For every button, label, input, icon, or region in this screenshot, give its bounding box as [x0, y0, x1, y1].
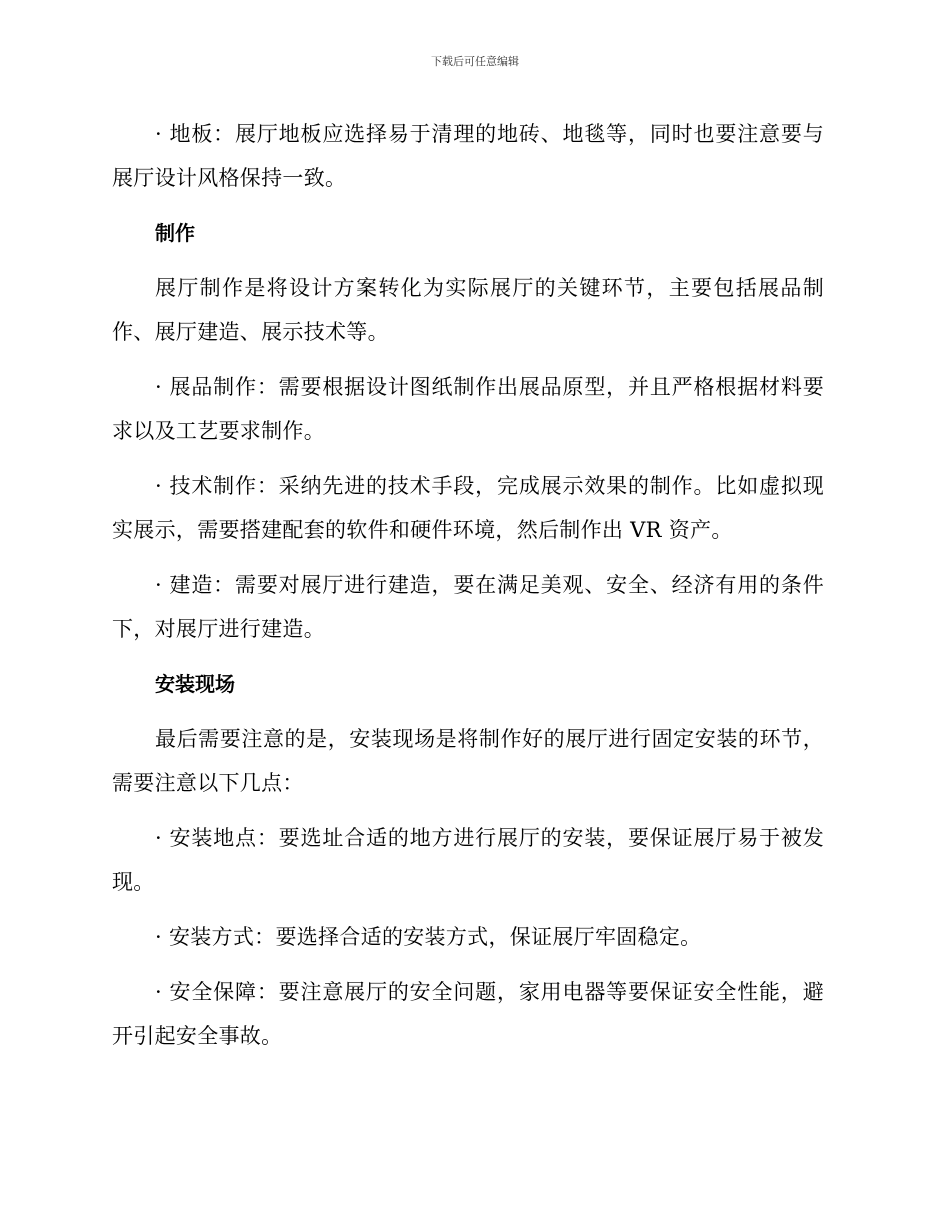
section-heading-make: 制作: [155, 221, 195, 245]
paragraph-install-site: · 安装地点：要选址合适的地方进行展厅的安装，要保证展厅易于被发现。: [112, 826, 824, 894]
paragraph-make-intro: 展厅制作是将设计方案转化为实际展厅的关键环节，主要包括展品制作、展厅建造、展示技术等。: [112, 276, 824, 344]
paragraph-exhibit-making: · 展品制作：需要根据设计图纸制作出展品原型，并且严格根据材料要求以及工艺要求制作。: [112, 375, 824, 443]
paragraph-tech-making: · 技术制作：采纳先进的技术手段，完成展示效果的制作。比如虚拟现实展示，需要搭建配套的软件和硬件环境，然后制作出 VR 资产。: [112, 474, 824, 542]
section-heading-install: 安装现场: [155, 672, 235, 696]
page-header: 下载后可任意编辑: [431, 55, 519, 68]
document-body: [112, 112, 824, 1069]
paragraph-install-method: · 安装方式：要选择合适的安装方式，保证展厅牢固稳定。: [155, 925, 702, 949]
paragraph-construction: · 建造：需要对展厅进行建造，要在满足美观、安全、经济有用的条件下，对展厅进行建造。: [112, 573, 824, 641]
paragraph-safety: · 安全保障：要注意展厅的安全问题，家用电器等要保证安全性能，避开引起安全事故。: [112, 980, 824, 1048]
paragraph-install-intro: 最后需要注意的是，安装现场是将制作好的展厅进行固定安装的环节，需要注意以下几点：: [112, 727, 824, 795]
paragraph-floor: · 地板：展厅地板应选择易于清理的地砖、地毯等，同时也要注意要与展厅设计风格保持一致。: [112, 122, 824, 190]
